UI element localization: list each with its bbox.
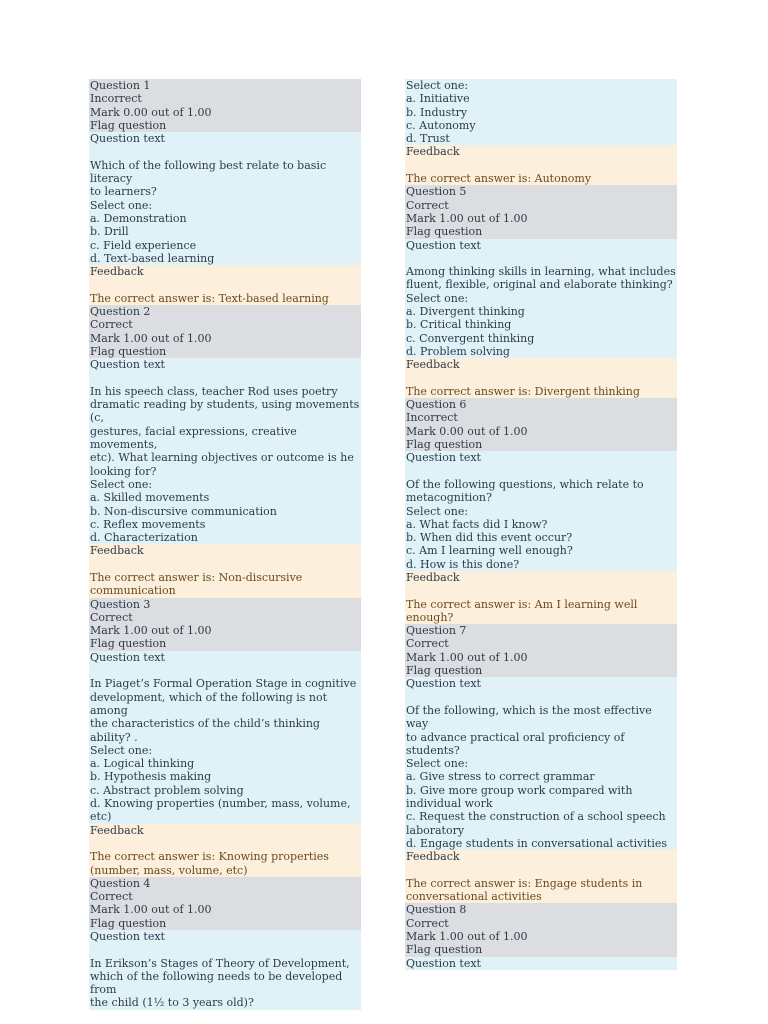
question-text-block (89, 651, 361, 824)
question-info-block (89, 79, 361, 132)
question-text-label: Question text (90, 358, 165, 372)
question-info-block (89, 877, 361, 930)
question-info-block (405, 185, 677, 238)
question-prompt-line: to advance practical oral proficiency of students? (406, 730, 628, 757)
question-text-label: Question text (406, 956, 481, 970)
feedback-label: Feedback (406, 145, 460, 159)
question-status: Incorrect (90, 92, 142, 106)
question-mark: Mark 1.00 out of 1.00 (90, 331, 212, 345)
question-prompt-line: fluent, flexible, original and elaborate thinking? (406, 278, 673, 292)
answer-option: b. Drill (90, 225, 129, 239)
answer-option: a. Give stress to correct grammar (406, 770, 595, 784)
question-info-block (405, 398, 677, 451)
correct-answer-text: The correct answer is: Text-based learning (90, 291, 329, 305)
question-text-block (405, 239, 677, 359)
correct-answer-text: conversational activities (406, 890, 542, 904)
question-prompt-line: the child (1½ to 3 years old)? (90, 996, 254, 1010)
answer-option: b. When did this event occur? (406, 531, 573, 545)
question-number: Question 7 (406, 624, 467, 638)
question-mark: Mark 1.00 out of 1.00 (90, 624, 212, 638)
answer-option: c. Reflex movements (90, 517, 206, 531)
answer-option: c. Am I learning well enough? (406, 544, 573, 558)
answer-option: b. Give more group work compared with (406, 783, 633, 797)
question-number: Question 3 (90, 597, 151, 611)
question-mark: Mark 1.00 out of 1.00 (406, 650, 528, 664)
answer-option: c. Request the construction of a school speech (406, 810, 666, 824)
select-one-label: Select one: (90, 743, 153, 757)
answer-option: d. How is this done? (406, 557, 520, 571)
question-status: Correct (406, 916, 449, 930)
question-prompt-line: which of the following needs to be developed from (90, 969, 346, 997)
answer-option: b. Critical thinking (406, 318, 512, 332)
question-text-block (405, 957, 677, 970)
select-one-label: Select one: (90, 198, 153, 212)
answer-option: d. Knowing properties (number, mass, volume, (90, 797, 351, 811)
select-one-label: Select one: (406, 504, 469, 518)
question-text-label: Question text (406, 238, 481, 252)
question-prompt-line: the characteristics of the child’s thinking ability? . (90, 717, 324, 744)
answer-option: c. Abstract problem solving (90, 783, 244, 797)
question-number: Question 6 (406, 398, 467, 412)
answer-option: d. Text-based learning (90, 251, 215, 265)
answer-option: c. Field experience (90, 238, 197, 252)
question-status: Correct (90, 890, 133, 904)
answer-option: d. Trust (406, 132, 450, 146)
correct-answer-text: (number, mass, volume, etc) (90, 863, 248, 877)
answer-option: a. Skilled movements (90, 491, 210, 505)
question-prompt-line: to learners? (90, 185, 157, 199)
question-mark: Mark 0.00 out of 1.00 (406, 424, 528, 438)
question-status: Correct (90, 318, 133, 332)
question-prompt-line: Which of the following best relate to basic literacy (90, 158, 330, 186)
question-prompt-line: laboratory (406, 823, 465, 837)
feedback-block (405, 571, 677, 624)
flag-question-link[interactable]: Flag question (90, 637, 167, 651)
answer-option: b. Hypothesis making (90, 770, 212, 784)
question-prompt-line: looking for? (90, 464, 157, 478)
question-text-block (405, 677, 677, 850)
question-prompt-line: individual work (406, 797, 493, 811)
answer-option: d. Problem solving (406, 344, 510, 358)
left-column (89, 79, 361, 1010)
question-mark: Mark 1.00 out of 1.00 (406, 211, 528, 225)
question-prompt-line: In Erikson’s Stages of Theory of Development, (90, 956, 350, 970)
question-number: Question 1 (90, 79, 151, 92)
question-text-block (405, 451, 677, 571)
flag-question-link[interactable]: Flag question (406, 438, 483, 452)
feedback-label: Feedback (406, 358, 460, 372)
feedback-block (89, 824, 361, 877)
question-status: Correct (90, 610, 133, 624)
answer-option: c. Autonomy (406, 118, 476, 132)
answer-option: b. Industry (406, 105, 468, 119)
flag-question-link[interactable]: Flag question (406, 664, 483, 678)
question-prompt-line: etc). What learning objectives or outcome is he (90, 451, 354, 465)
question-info-block (405, 903, 677, 956)
answer-option: d. Engage students in conversational activities (406, 836, 667, 850)
right-column (405, 79, 677, 970)
select-one-label: Select one: (406, 291, 469, 305)
question-mark: Mark 1.00 out of 1.00 (406, 930, 528, 943)
question-prompt-line: Of the following, which is the most effective way (406, 703, 656, 731)
feedback-label: Feedback (90, 265, 144, 279)
question-prompt-line: etc) (90, 810, 112, 824)
correct-answer-text: The correct answer is: Divergent thinking (406, 384, 640, 398)
question-text-block (405, 79, 677, 145)
question-text-block (89, 132, 361, 265)
question-mark: Mark 0.00 out of 1.00 (90, 105, 212, 119)
select-one-label: Select one: (406, 79, 469, 92)
question-number: Question 2 (90, 305, 151, 319)
flag-question-link[interactable]: Flag question (90, 118, 167, 132)
select-one-label: Select one: (90, 477, 153, 491)
correct-answer-text: communication (90, 584, 176, 598)
answer-option: a. Demonstration (90, 211, 187, 225)
correct-answer-text: The correct answer is: Autonomy (406, 172, 592, 186)
question-info-block (89, 305, 361, 358)
question-text-label: Question text (406, 451, 481, 465)
question-prompt-line: Among thinking skills in learning, what includes (406, 265, 676, 279)
question-prompt-line: metacognition? (406, 491, 492, 505)
question-text-block (89, 930, 361, 1010)
question-info-block (405, 624, 677, 677)
answer-option: b. Non-discursive communication (90, 504, 277, 518)
question-prompt-line: In his speech class, teacher Rod uses poetry (90, 384, 338, 398)
feedback-label: Feedback (90, 823, 144, 837)
answer-option: a. Initiative (406, 92, 470, 106)
answer-option: a. Logical thinking (90, 757, 195, 771)
feedback-label: Feedback (406, 570, 460, 584)
correct-answer-text: The correct answer is: Knowing properties (90, 850, 329, 864)
feedback-label: Feedback (406, 850, 460, 864)
feedback-block (405, 145, 677, 185)
feedback-block (405, 850, 677, 903)
feedback-block (89, 544, 361, 597)
question-info-block (89, 598, 361, 651)
question-prompt-line: In Piaget’s Formal Operation Stage in cognitive (90, 677, 357, 691)
select-one-label: Select one: (406, 757, 469, 771)
answer-option: a. Divergent thinking (406, 305, 525, 319)
answer-option: d. Characterization (90, 531, 198, 545)
flag-question-link[interactable]: Flag question (90, 916, 167, 930)
feedback-block (89, 265, 361, 305)
question-text-label: Question text (90, 650, 165, 664)
question-text-label: Question text (406, 677, 481, 691)
question-prompt-line: gestures, facial expressions, creative movements, (90, 424, 301, 452)
question-status: Correct (406, 637, 449, 651)
question-status: Incorrect (406, 411, 458, 425)
feedback-label: Feedback (90, 544, 144, 558)
question-number: Question 8 (406, 903, 467, 917)
question-number: Question 4 (90, 876, 151, 890)
question-prompt-line: dramatic reading by students, using movements (c, (90, 398, 363, 425)
question-text-label: Question text (90, 132, 165, 146)
correct-answer-text: The correct answer is: Engage students in (406, 876, 643, 890)
correct-answer-text: The correct answer is: Am I learning well enough? (406, 597, 641, 624)
flag-question-link[interactable]: Flag question (90, 344, 167, 358)
question-text-block (89, 358, 361, 544)
answer-option: a. What facts did I know? (406, 517, 548, 531)
question-prompt-line: development, which of the following is not among (90, 690, 331, 717)
question-number: Question 5 (406, 185, 467, 199)
flag-question-link[interactable]: Flag question (406, 943, 483, 957)
correct-answer-text: The correct answer is: Non-discursive (90, 570, 303, 584)
feedback-block (405, 358, 677, 398)
flag-question-link[interactable]: Flag question (406, 225, 483, 239)
question-status: Correct (406, 198, 449, 212)
answer-option: c. Convergent thinking (406, 331, 535, 345)
question-mark: Mark 1.00 out of 1.00 (90, 903, 212, 917)
question-text-label: Question text (90, 930, 165, 943)
question-prompt-line: Of the following questions, which relate to (406, 477, 644, 491)
